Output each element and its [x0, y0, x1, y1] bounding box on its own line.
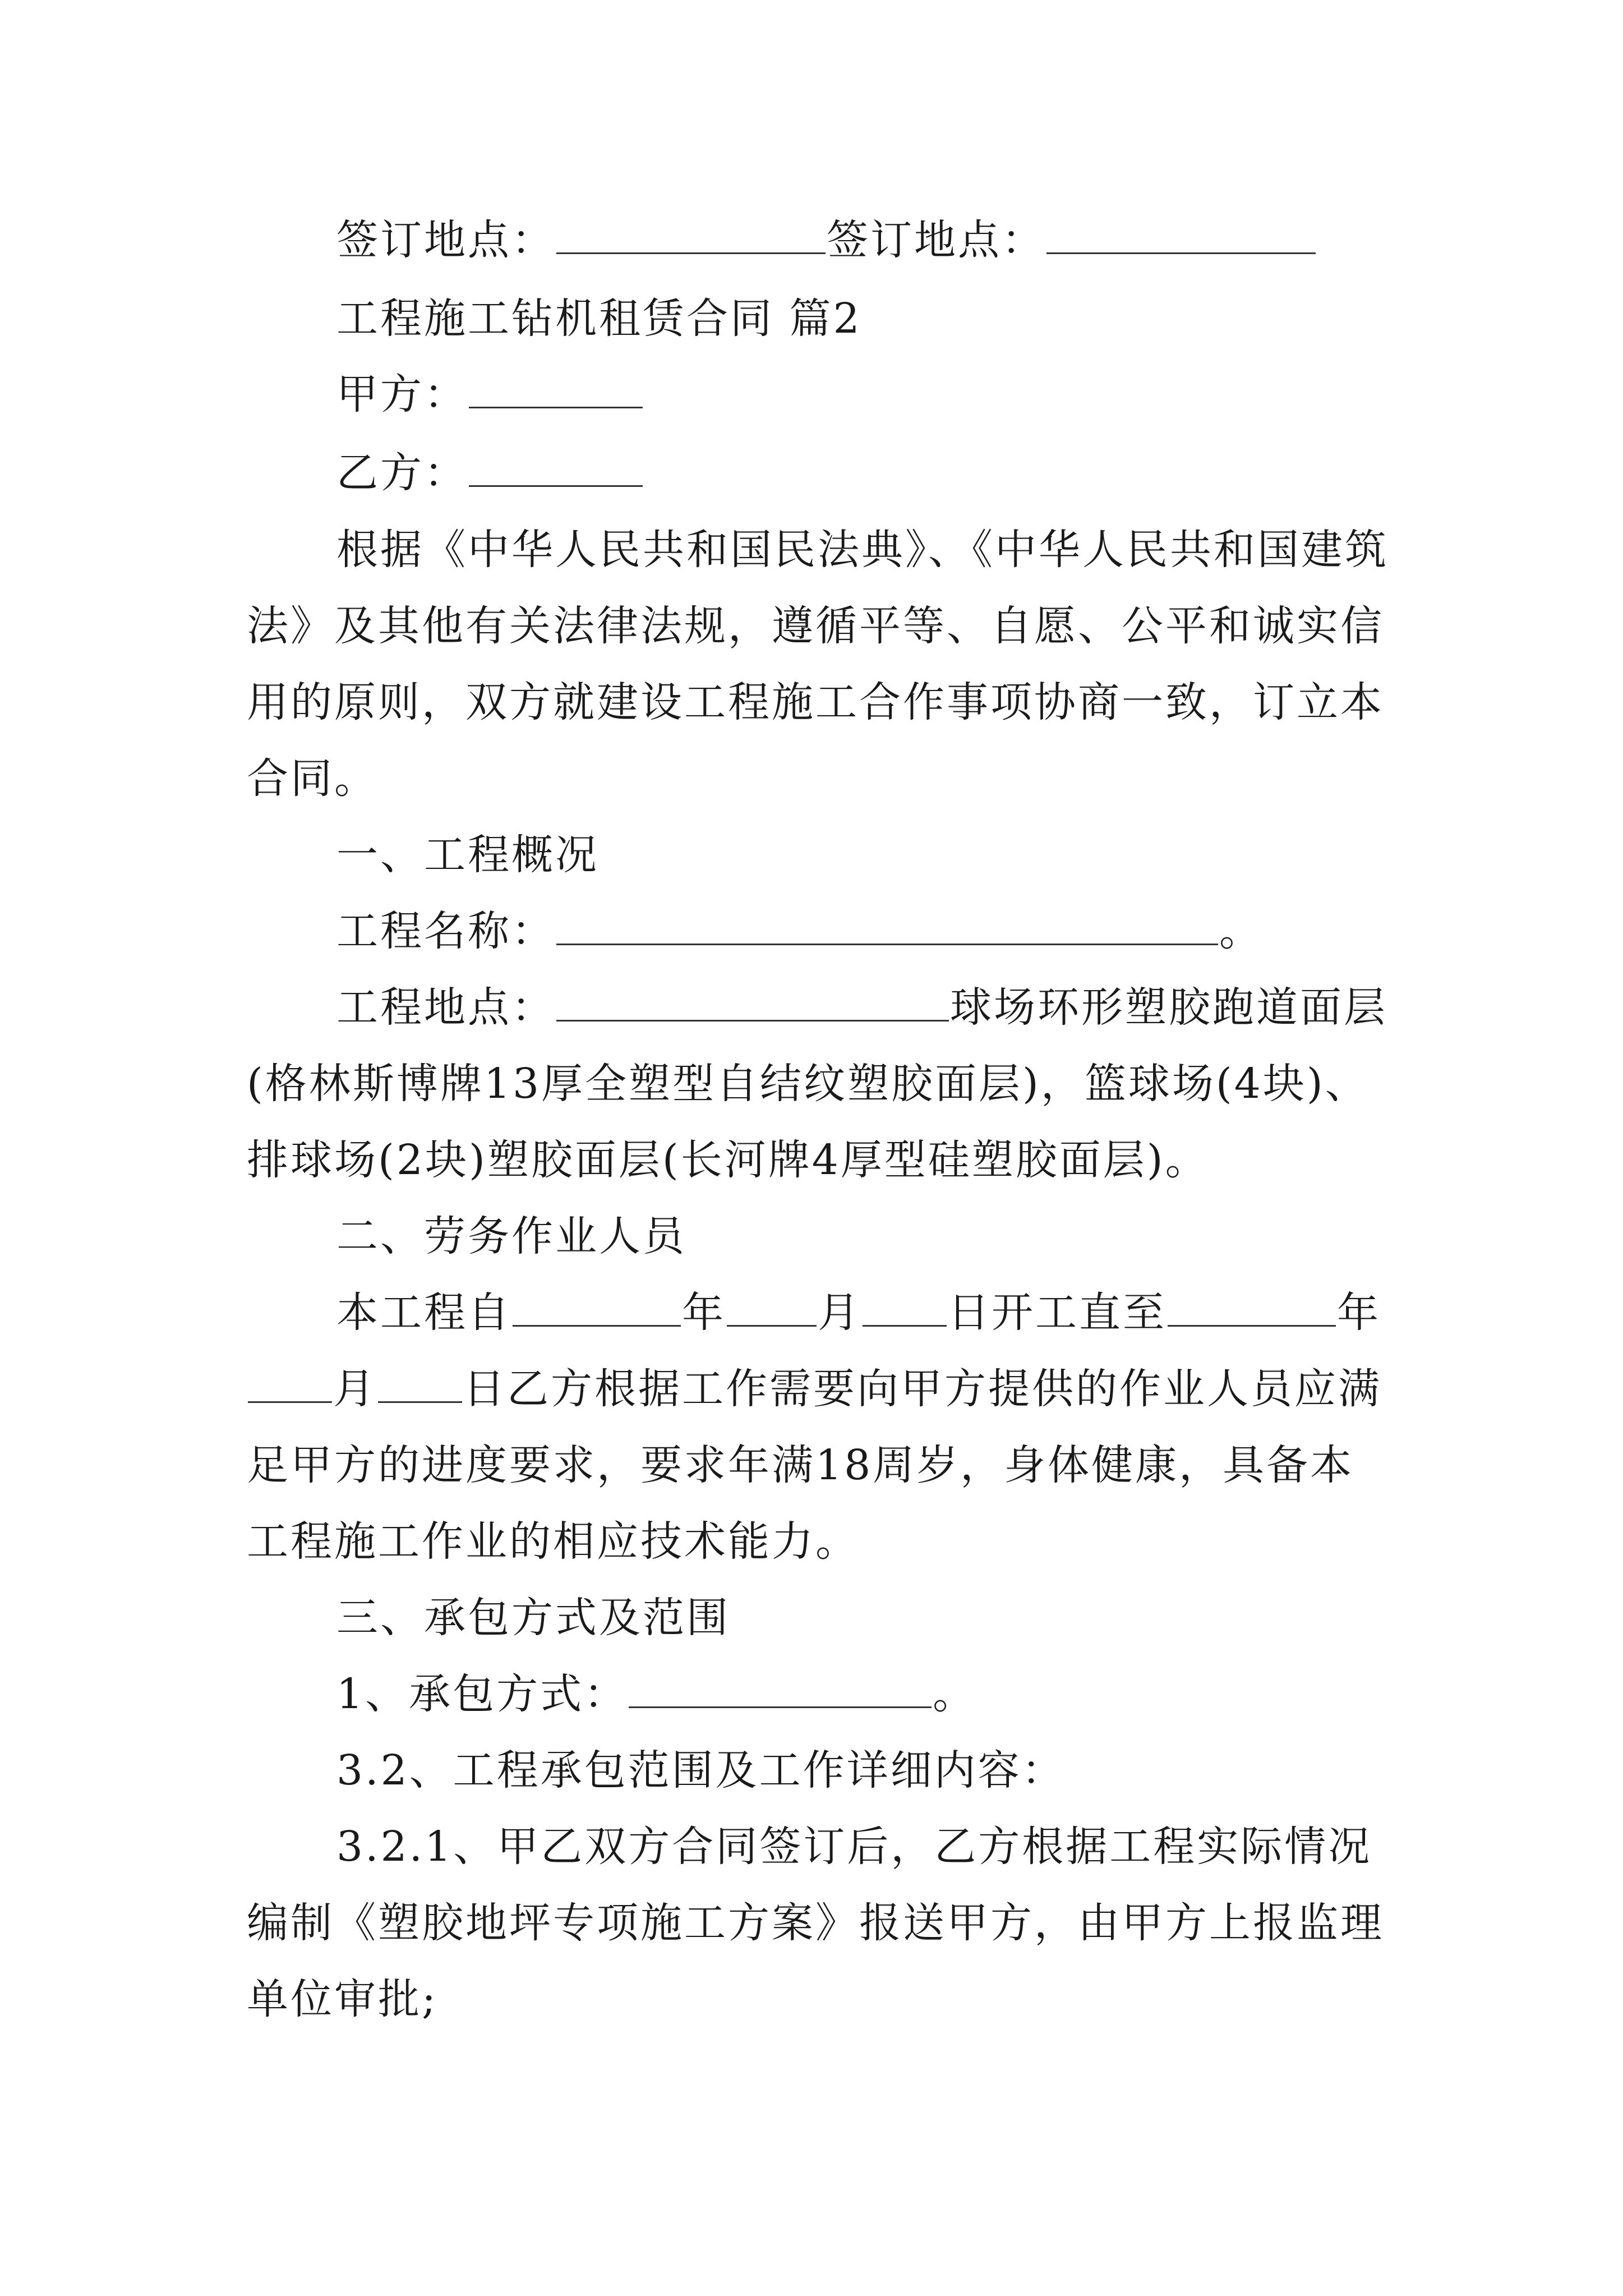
paragraph-line: 单位审批; [247, 1975, 438, 2023]
start-year-blank[interactable] [513, 1291, 681, 1327]
project-location-line [336, 981, 1391, 1034]
work-period-line-2 [247, 1362, 1391, 1416]
project-location-blank[interactable] [556, 986, 949, 1022]
contract-method-end: 。 [933, 1670, 977, 1718]
paragraph-line: (格林斯博牌13厚全塑型自结纹塑胶面层)，篮球场(4块)、 [247, 1060, 1369, 1108]
section-heading: 三、承包方式及范围 [336, 1594, 730, 1642]
end-month-blank[interactable] [248, 1368, 332, 1403]
contract-method-line [336, 1667, 1391, 1721]
start-day-blank[interactable] [863, 1291, 947, 1327]
project-name-end: 。 [1219, 907, 1263, 955]
end-year-blank[interactable] [1168, 1291, 1336, 1327]
paragraph-line: 用的原则，双方就建设工程施工合作事项协商一致，订立本 [247, 678, 1384, 726]
project-name-blank[interactable] [556, 910, 1218, 945]
work-period-line [336, 1286, 1391, 1340]
work-period-text: 日开工直至 [948, 1289, 1166, 1337]
end-day-blank[interactable] [378, 1368, 462, 1403]
year-label: 年 [1337, 1289, 1381, 1337]
party-a-label: 甲方： [336, 370, 468, 418]
signing-place-label-b: 签订地点： [827, 216, 1045, 264]
work-period-text: 本工程自 [336, 1289, 511, 1337]
start-month-blank[interactable] [727, 1291, 817, 1327]
project-location-text: 球场环形塑胶跑道面层 [950, 983, 1387, 1032]
project-name-line [336, 904, 1391, 958]
paragraph-line: 工程施工作业的相应技术能力。 [247, 1517, 859, 1566]
party-a-line [336, 367, 1391, 421]
work-period-text: 日乙方根据工作需要向甲方提供的作业人员应满 [463, 1365, 1382, 1413]
paragraph-line: 足甲方的进度要求，要求年满18周岁，身体健康，具备本 [247, 1441, 1354, 1489]
party-b-label: 乙方： [336, 449, 468, 497]
contract-method-blank[interactable] [629, 1673, 932, 1708]
signing-place-blank-b[interactable] [1046, 219, 1316, 254]
section-heading: 一、工程概况 [336, 831, 599, 879]
year-label: 年 [682, 1289, 726, 1337]
paragraph-line: 法》及其他有关法律法规，遵循平等、自愿、公平和诚实信 [247, 602, 1384, 650]
month-label: 月 [818, 1289, 861, 1337]
project-location-label: 工程地点： [336, 983, 555, 1032]
party-b-blank[interactable] [469, 452, 643, 487]
signing-place-line [336, 213, 1391, 267]
paragraph-line: 排球场(2块)塑胶面层(长河牌4厚型硅塑胶面层)。 [247, 1136, 1209, 1184]
contract-method-label: 1、承包方式： [336, 1670, 628, 1718]
month-label: 月 [333, 1365, 377, 1413]
paragraph-line: 编制《塑胶地坪专项施工方案》报送甲方，由甲方上报监理 [247, 1899, 1384, 1947]
party-b-line [336, 446, 1391, 500]
contract-title: 工程施工钻机租赁合同 篇2 [336, 295, 862, 343]
party-a-blank[interactable] [469, 373, 643, 408]
signing-place-label-a: 签订地点： [336, 216, 555, 264]
section-heading: 二、劳务作业人员 [336, 1212, 686, 1260]
paragraph-line: 根据《中华人民共和国民法典》、《中华人民共和国建筑 [336, 526, 1389, 574]
paragraph-line: 合同。 [247, 754, 378, 803]
project-name-label: 工程名称： [336, 907, 555, 955]
signing-place-blank-a[interactable] [556, 219, 826, 254]
paragraph-line: 3.2、工程承包范围及工作详细内容： [336, 1746, 1066, 1795]
paragraph-line: 3.2.1、甲乙双方合同签订后，乙方根据工程实际情况 [336, 1823, 1372, 1871]
